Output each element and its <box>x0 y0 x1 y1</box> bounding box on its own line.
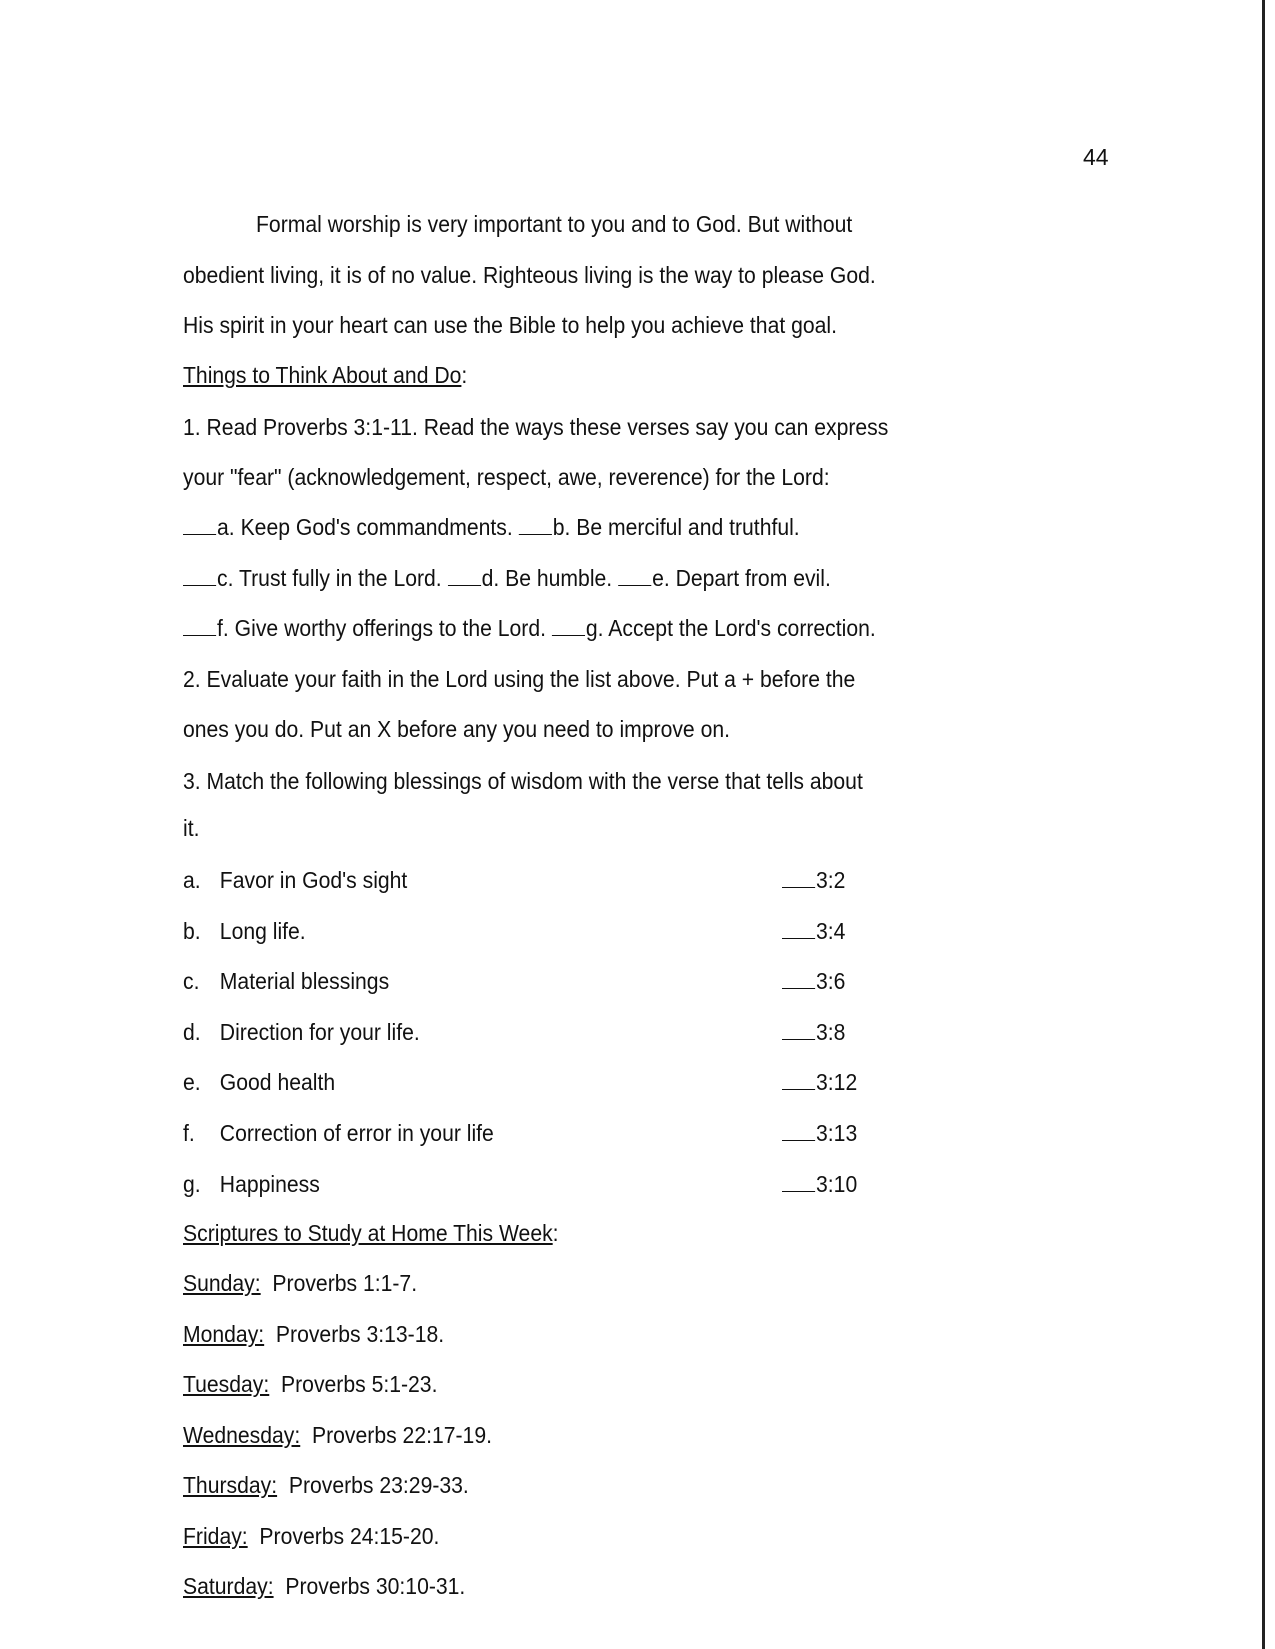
answer-blank[interactable] <box>782 920 815 939</box>
matching-text: Happiness <box>219 1170 320 1197</box>
matching-text: Good health <box>219 1069 336 1096</box>
matching-verse <box>782 1018 845 1046</box>
schedule-day: Monday: <box>183 1320 265 1347</box>
schedule-ref: Proverbs 1:1-7. <box>272 1270 418 1296</box>
schedule-ref: Proverbs 24:15-20. <box>259 1522 440 1549</box>
matching-verse <box>782 967 845 995</box>
checklist-item: g. Accept the Lord's correction. <box>585 615 876 641</box>
section-heading: Things to Think About and Do: <box>183 362 468 388</box>
answer-blank[interactable] <box>782 1021 815 1040</box>
item-1-line: 1. Read Proverbs 3:1-11. Read the ways these verses say you can express <box>183 414 889 440</box>
item-2-line: ones you do. Put an X before any you need to improve on. <box>183 716 731 742</box>
schedule-row <box>183 1320 444 1348</box>
checklist-row <box>183 564 831 592</box>
intro-line: His spirit in your heart can use the Bible to help you achieve that goal. <box>183 312 837 338</box>
schedule-day: Tuesday: <box>183 1371 270 1397</box>
matching-verse <box>782 1068 857 1096</box>
verse-ref: 3:2 <box>816 867 846 893</box>
schedule-ref: Proverbs 5:1-23. <box>281 1371 438 1397</box>
schedule-row <box>183 1269 417 1297</box>
checklist-item: c. Trust fully in the Lord. <box>217 565 442 591</box>
schedule-day: Sunday: <box>183 1270 261 1296</box>
matching-letter: f. <box>183 1120 195 1146</box>
verse-ref: 3:8 <box>816 1018 846 1045</box>
checklist-item: f. Give worthy offerings to the Lord. <box>217 615 546 641</box>
schedule-day: Wednesday: <box>183 1421 301 1448</box>
schedule-row <box>183 1421 492 1449</box>
answer-blank[interactable] <box>448 567 481 586</box>
schedule-ref: Proverbs 22:17-19. <box>312 1421 492 1448</box>
checklist-row <box>183 513 800 541</box>
matching-row <box>183 1119 494 1147</box>
schedule-ref: Proverbs 30:10-31. <box>285 1573 466 1599</box>
matching-verse <box>782 917 845 945</box>
matching-letter: c. <box>183 968 200 995</box>
answer-blank[interactable] <box>782 1173 815 1192</box>
matching-row <box>183 1018 420 1046</box>
matching-row <box>183 866 407 894</box>
item-2-line: 2. Evaluate your faith in the Lord using the list above. Put a + before the <box>183 666 856 692</box>
verse-ref: 3:6 <box>816 968 846 995</box>
item-3-line: 3. Match the following blessings of wisdom with the verse that tells about <box>183 768 863 794</box>
matching-letter: g. <box>183 1170 201 1197</box>
schedule-day: Friday: <box>183 1522 248 1549</box>
answer-blank[interactable] <box>519 516 552 535</box>
heading-text: Scriptures to Study at Home This Week <box>183 1220 553 1246</box>
checklist-item: d. Be humble. <box>481 565 613 591</box>
matching-letter: a. <box>183 867 201 893</box>
matching-text: Direction for your life. <box>219 1018 420 1045</box>
schedule-day: Thursday: <box>183 1472 278 1498</box>
checklist-item: a. Keep God's commandments. <box>217 514 513 540</box>
intro-line: obedient living, it is of no value. Righteous living is the way to please God. <box>183 262 876 288</box>
matching-verse <box>782 866 845 894</box>
matching-verse <box>782 1119 857 1147</box>
answer-blank[interactable] <box>552 617 585 636</box>
checklist-item: e. Depart from evil. <box>652 565 831 591</box>
schedule-row <box>183 1572 465 1600</box>
answer-blank[interactable] <box>183 516 216 535</box>
matching-text: Favor in God's sight <box>219 867 408 893</box>
answer-blank[interactable] <box>183 567 216 586</box>
schedule-ref: Proverbs 23:29-33. <box>288 1472 469 1498</box>
checklist-row <box>183 614 876 642</box>
answer-blank[interactable] <box>183 617 216 636</box>
schedule-row <box>183 1471 469 1499</box>
item-3-line: it. <box>183 815 200 841</box>
matching-letter: d. <box>183 1018 201 1045</box>
matching-text: Material blessings <box>219 968 390 995</box>
intro-line: Formal worship is very important to you and to God. But without <box>256 211 853 237</box>
schedule-row <box>183 1522 439 1550</box>
section-heading: Scriptures to Study at Home This Week: <box>183 1220 559 1246</box>
checklist-item: b. Be merciful and truthful. <box>552 514 800 540</box>
schedule-row <box>183 1370 437 1398</box>
item-1-line: your "fear" (acknowledgement, respect, awe, reverence) for the Lord: <box>183 464 830 490</box>
matching-text: Long life. <box>219 917 306 944</box>
verse-ref: 3:12 <box>816 1069 858 1096</box>
matching-verse <box>782 1170 857 1198</box>
answer-blank[interactable] <box>782 970 815 989</box>
matching-letter: b. <box>183 917 201 944</box>
matching-row <box>183 1170 320 1198</box>
answer-blank[interactable] <box>782 1122 815 1141</box>
schedule-ref: Proverbs 3:13-18. <box>275 1320 445 1347</box>
verse-ref: 3:10 <box>816 1170 858 1197</box>
matching-row <box>183 967 389 995</box>
verse-ref: 3:13 <box>816 1120 858 1146</box>
matching-row <box>183 917 306 945</box>
page-number: 44 <box>1083 144 1109 170</box>
answer-blank[interactable] <box>618 567 651 586</box>
answer-blank[interactable] <box>782 1071 815 1090</box>
schedule-day: Saturday: <box>183 1573 274 1599</box>
heading-text: Things to Think About and Do <box>183 362 462 388</box>
matching-text: Correction of error in your life <box>219 1120 494 1146</box>
page-edge-line <box>1262 0 1265 1649</box>
matching-letter: e. <box>183 1069 201 1096</box>
matching-row <box>183 1068 335 1096</box>
verse-ref: 3:4 <box>816 917 846 944</box>
answer-blank[interactable] <box>782 869 815 888</box>
